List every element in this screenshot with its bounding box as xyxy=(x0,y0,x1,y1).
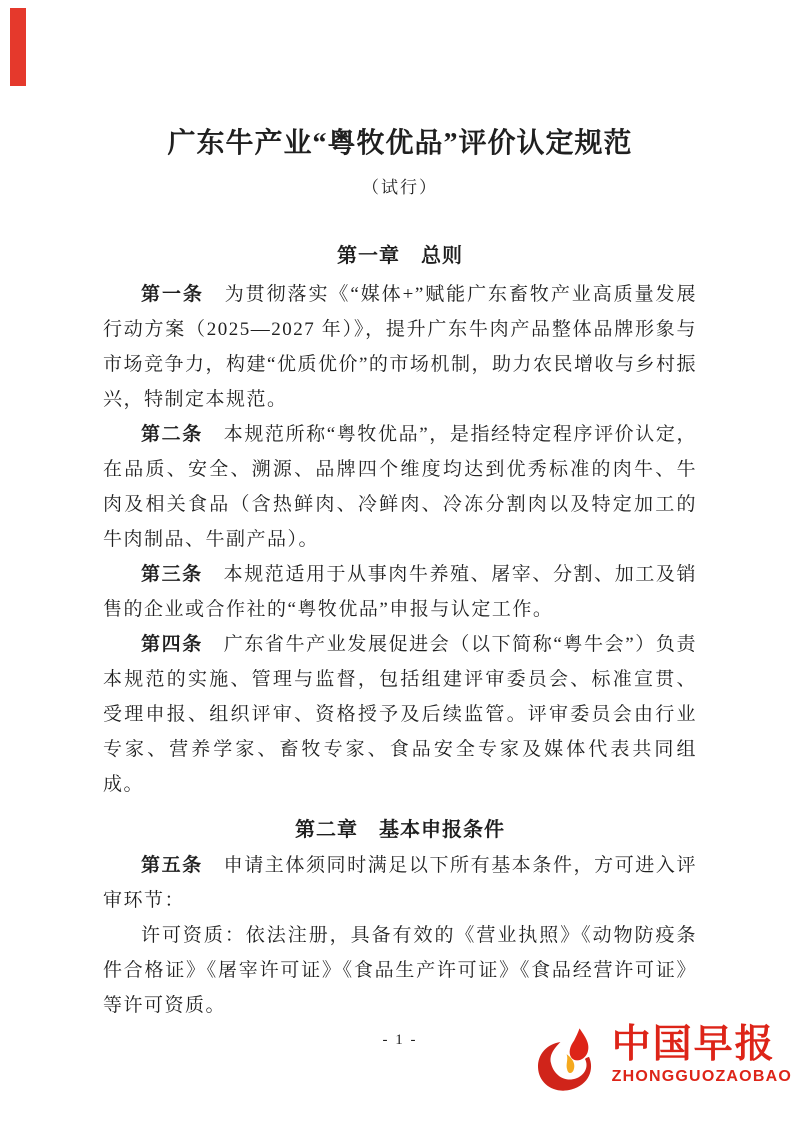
article-1-text: 为贯彻落实《“媒体+”赋能广东畜牧产业高质量发展行动方案（2025—2027 年）》，提升广东牛肉产品整体品牌形象与市场竞争力，构建“优质优价”的市场机制，助力农民增收与乡村振兴，特制定本规范。 xyxy=(103,284,697,410)
zhongguozaobao-logo xyxy=(536,1024,792,1096)
license-qualification-paragraph xyxy=(103,918,697,1023)
article-3-paragraph xyxy=(103,557,697,627)
document-subtitle: （试行） xyxy=(362,178,438,197)
article-4-text: 广东省牛产业发展促进会（以下简称“粤牛会”）负责本规范的实施、管理与监督，包括组建评审委员会、标准宣贯、受理申报、组织评审、资格授予及后续监管。评审委员会由行业专家、营养学家、畜牧专家、食品安全专家及媒体代表共同组成。 xyxy=(103,634,697,795)
document-title: 广东牛产业“粤牧优品”评价认定规范 xyxy=(167,128,633,159)
chapter-2-heading: 第二章 基本申报条件 xyxy=(295,819,505,841)
article-3-label: 第三条 xyxy=(141,564,203,585)
article-2-paragraph xyxy=(103,417,697,557)
article-4-paragraph xyxy=(103,627,697,802)
article-2-text: 本规范所称“粤牧优品”，是指经特定程序评价认定，在品质、安全、溯源、品牌四个维度均达到优秀标准的肉牛、牛肉及相关食品（含热鲜肉、冷鲜肉、冷冻分割肉以及特定加工的牛肉制品、牛副产品）。 xyxy=(103,424,697,550)
document-body xyxy=(103,0,697,1023)
logo-chinese-name: 中国早报 xyxy=(611,1023,776,1066)
article-1-label: 第一条 xyxy=(141,284,204,305)
page-number: - 1 - xyxy=(382,1032,418,1048)
article-4-label: 第四条 xyxy=(141,634,203,655)
logo-romanized-name: ZHONGGUOZAOBAO xyxy=(611,1068,792,1085)
article-5-label: 第五条 xyxy=(141,855,203,876)
article-3-text: 本规范适用于从事肉牛养殖、屠宰、分割、加工及销售的企业或合作社的“粤牧优品”申报与认定工作。 xyxy=(103,564,697,620)
chapter-1-heading: 第一章 总则 xyxy=(337,245,463,267)
license-qualification-text: 许可资质：依法注册，具备有效的《营业执照》《动物防疫条件合格证》《屠宰许可证》《食品生产许可证》《食品经营许可证》等许可资质。 xyxy=(103,925,697,1016)
red-corner-mark xyxy=(10,8,26,86)
article-5-paragraph xyxy=(103,848,697,918)
page-footer xyxy=(0,1020,800,1123)
logo-text-block xyxy=(612,1024,792,1087)
flame-swirl-icon xyxy=(536,1026,604,1096)
article-1-paragraph xyxy=(103,277,697,417)
article-5-text: 申请主体须同时满足以下所有基本条件，方可进入评审环节： xyxy=(103,855,697,911)
article-2-label: 第二条 xyxy=(141,424,203,445)
